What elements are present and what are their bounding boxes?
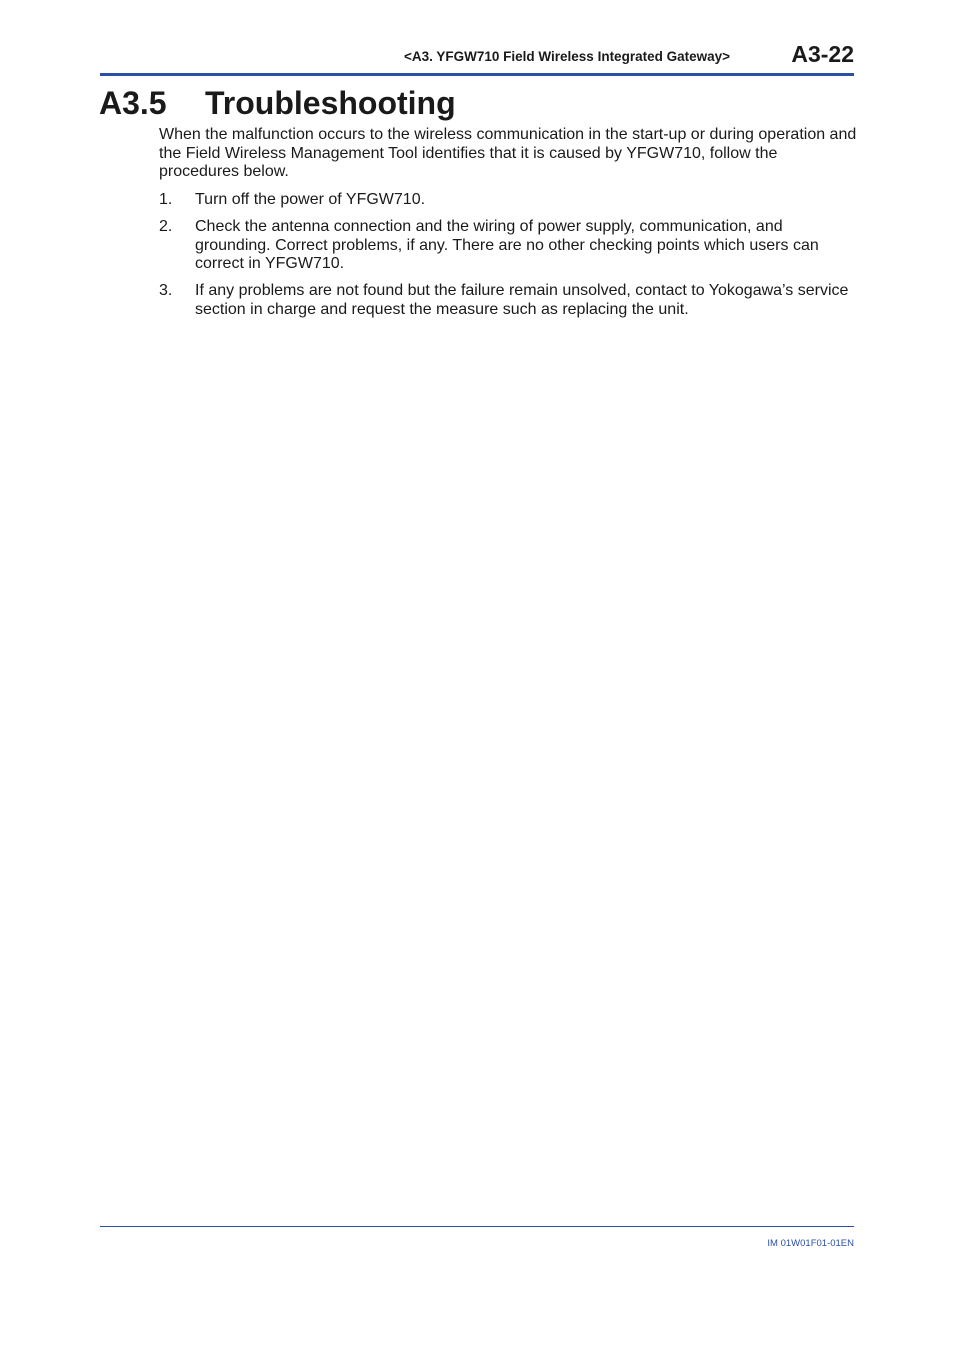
header-divider (100, 73, 854, 76)
section-number: A3.5 (99, 85, 167, 121)
section-title: Troubleshooting (205, 85, 456, 121)
step-text: Check the antenna connection and the wiring of power supply, communication, and grounding. Correct problems, if any. There are no other checking points which users can correct in YFGW710. (195, 218, 819, 272)
page-header (100, 40, 854, 76)
document-id: IM 01W01F01-01EN (767, 1238, 854, 1249)
step-number: 2. (159, 218, 173, 235)
footer-divider (100, 1226, 854, 1227)
list-item (159, 191, 859, 210)
page-number: A3-22 (791, 41, 854, 67)
section-heading (99, 84, 456, 122)
step-number: 3. (159, 282, 173, 299)
list-item (159, 282, 859, 319)
procedure-list (159, 191, 859, 328)
list-item (159, 218, 859, 274)
chapter-title: <A3. YFGW710 Field Wireless Integrated Gateway> (403, 49, 730, 64)
step-number: 1. (159, 191, 173, 208)
step-text: If any problems are not found but the failure remain unsolved, contact to Yokogawa’s service section in charge and request the measure such as replacing the unit. (195, 282, 849, 318)
step-text: Turn off the power of YFGW710. (195, 191, 426, 208)
intro-paragraph: When the malfunction occurs to the wireless communication in the start-up or during operation and the Field Wireless Management Tool identifies that it is caused by YFGW710, follow the procedures below. (159, 126, 857, 180)
